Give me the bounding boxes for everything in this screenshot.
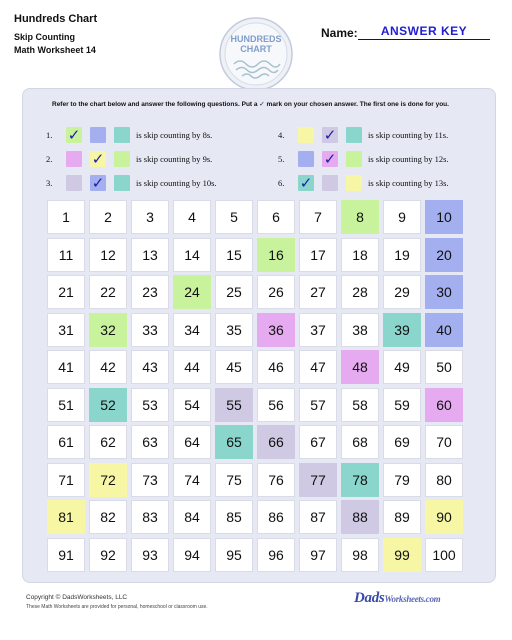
grid-cell-9: 9 — [383, 200, 421, 234]
grid-cell-63: 63 — [131, 425, 169, 459]
name-field[interactable]: ANSWER KEY — [358, 23, 490, 40]
grid-cell-2: 2 — [89, 200, 127, 234]
grid-cell-58: 58 — [341, 388, 379, 422]
checkmark-icon: ✓ — [91, 150, 105, 168]
grid-cell-8: 8 — [341, 200, 379, 234]
color-option-green[interactable] — [114, 151, 130, 167]
grid-cell-96: 96 — [257, 538, 295, 572]
grid-cell-52: 52 — [89, 388, 127, 422]
grid-cell-6: 6 — [257, 200, 295, 234]
checkmark-icon: ✓ — [323, 150, 337, 168]
grid-cell-86: 86 — [257, 500, 295, 534]
grid-cell-13: 13 — [131, 238, 169, 272]
grid-cell-68: 68 — [341, 425, 379, 459]
grid-cell-36: 36 — [257, 313, 295, 347]
logo-text-2: CHART — [240, 44, 272, 54]
question-text: is skip counting by 12s. — [368, 154, 449, 164]
color-option-pink[interactable] — [322, 151, 338, 167]
grid-cell-83: 83 — [131, 500, 169, 534]
grid-cell-40: 40 — [425, 313, 463, 347]
color-option-yellow[interactable] — [298, 127, 314, 143]
checkmark-icon: ✓ — [91, 174, 105, 192]
grid-cell-74: 74 — [173, 463, 211, 497]
question-number: 2. — [46, 154, 53, 164]
question-text: is skip counting by 11s. — [368, 130, 449, 140]
checkmark-icon: ✓ — [299, 174, 313, 192]
question-number: 3. — [46, 178, 53, 188]
grid-cell-71: 71 — [47, 463, 85, 497]
color-option-lavender[interactable] — [322, 175, 338, 191]
grid-cell-34: 34 — [173, 313, 211, 347]
grid-cell-25: 25 — [215, 275, 253, 309]
grid-cell-77: 77 — [299, 463, 337, 497]
question-text: is skip counting by 8s. — [136, 130, 213, 140]
grid-cell-10: 10 — [425, 200, 463, 234]
grid-cell-18: 18 — [341, 238, 379, 272]
question-text: is skip counting by 13s. — [368, 178, 449, 188]
grid-cell-4: 4 — [173, 200, 211, 234]
footer-note: These Math Worksheets are provided for personal, homeschool or classroom use. — [26, 604, 208, 610]
grid-cell-65: 65 — [215, 425, 253, 459]
grid-cell-87: 87 — [299, 500, 337, 534]
grid-cell-17: 17 — [299, 238, 337, 272]
question-text: is skip counting by 10s. — [136, 178, 217, 188]
color-option-blue[interactable] — [298, 151, 314, 167]
grid-cell-67: 67 — [299, 425, 337, 459]
grid-cell-62: 62 — [89, 425, 127, 459]
color-option-teal[interactable] — [114, 175, 130, 191]
grid-cell-48: 48 — [341, 350, 379, 384]
grid-cell-73: 73 — [131, 463, 169, 497]
grid-cell-84: 84 — [173, 500, 211, 534]
grid-cell-33: 33 — [131, 313, 169, 347]
grid-cell-30: 30 — [425, 275, 463, 309]
brand-logo — [354, 590, 440, 607]
color-option-blue[interactable] — [90, 175, 106, 191]
grid-cell-85: 85 — [215, 500, 253, 534]
grid-cell-82: 82 — [89, 500, 127, 534]
grid-cell-93: 93 — [131, 538, 169, 572]
grid-cell-14: 14 — [173, 238, 211, 272]
grid-cell-22: 22 — [89, 275, 127, 309]
grid-cell-81: 81 — [47, 500, 85, 534]
hundreds-chart-logo — [218, 16, 294, 92]
grid-cell-59: 59 — [383, 388, 421, 422]
grid-cell-28: 28 — [341, 275, 379, 309]
color-option-green[interactable] — [66, 127, 82, 143]
name-label: Name: — [321, 26, 358, 40]
grid-cell-88: 88 — [341, 500, 379, 534]
grid-cell-76: 76 — [257, 463, 295, 497]
grid-cell-23: 23 — [131, 275, 169, 309]
grid-cell-79: 79 — [383, 463, 421, 497]
grid-cell-39: 39 — [383, 313, 421, 347]
grid-cell-47: 47 — [299, 350, 337, 384]
checkmark-icon: ✓ — [67, 126, 81, 144]
grid-cell-24: 24 — [173, 275, 211, 309]
color-option-lavender[interactable] — [322, 127, 338, 143]
grid-cell-29: 29 — [383, 275, 421, 309]
grid-cell-46: 46 — [257, 350, 295, 384]
grid-cell-38: 38 — [341, 313, 379, 347]
color-option-yellow[interactable] — [346, 175, 362, 191]
grid-cell-41: 41 — [47, 350, 85, 384]
worksheet-subtitle: Skip Counting — [14, 32, 75, 42]
grid-cell-64: 64 — [173, 425, 211, 459]
checkmark-icon: ✓ — [323, 126, 337, 144]
grid-cell-99: 99 — [383, 538, 421, 572]
grid-cell-56: 56 — [257, 388, 295, 422]
grid-cell-32: 32 — [89, 313, 127, 347]
grid-cell-53: 53 — [131, 388, 169, 422]
grid-cell-3: 3 — [131, 200, 169, 234]
grid-cell-95: 95 — [215, 538, 253, 572]
grid-cell-69: 69 — [383, 425, 421, 459]
grid-cell-72: 72 — [89, 463, 127, 497]
logo-text-1: HUNDREDS — [230, 34, 282, 44]
grid-cell-35: 35 — [215, 313, 253, 347]
grid-cell-100: 100 — [425, 538, 463, 572]
grid-cell-92: 92 — [89, 538, 127, 572]
color-option-yellow[interactable] — [90, 151, 106, 167]
grid-cell-31: 31 — [47, 313, 85, 347]
grid-cell-75: 75 — [215, 463, 253, 497]
grid-cell-42: 42 — [89, 350, 127, 384]
grid-cell-80: 80 — [425, 463, 463, 497]
grid-cell-61: 61 — [47, 425, 85, 459]
grid-cell-44: 44 — [173, 350, 211, 384]
grid-cell-1: 1 — [47, 200, 85, 234]
question-number: 1. — [46, 130, 53, 140]
grid-cell-45: 45 — [215, 350, 253, 384]
hundreds-grid — [47, 200, 463, 572]
grid-cell-5: 5 — [215, 200, 253, 234]
grid-cell-51: 51 — [47, 388, 85, 422]
grid-cell-27: 27 — [299, 275, 337, 309]
grid-cell-94: 94 — [173, 538, 211, 572]
color-option-teal[interactable] — [298, 175, 314, 191]
worksheet-title: Hundreds Chart — [14, 13, 98, 25]
grid-cell-12: 12 — [89, 238, 127, 272]
grid-cell-54: 54 — [173, 388, 211, 422]
grid-cell-98: 98 — [341, 538, 379, 572]
grid-cell-91: 91 — [47, 538, 85, 572]
question-number: 6. — [278, 178, 285, 188]
grid-cell-11: 11 — [47, 238, 85, 272]
question-text: is skip counting by 9s. — [136, 154, 213, 164]
grid-cell-16: 16 — [257, 238, 295, 272]
grid-cell-97: 97 — [299, 538, 337, 572]
grid-cell-21: 21 — [47, 275, 85, 309]
color-option-green[interactable] — [346, 151, 362, 167]
grid-cell-55: 55 — [215, 388, 253, 422]
grid-cell-57: 57 — [299, 388, 337, 422]
grid-cell-7: 7 — [299, 200, 337, 234]
color-option-blue[interactable] — [90, 127, 106, 143]
grid-cell-15: 15 — [215, 238, 253, 272]
worksheet-number: Math Worksheet 14 — [14, 45, 96, 55]
grid-cell-19: 19 — [383, 238, 421, 272]
grid-cell-49: 49 — [383, 350, 421, 384]
color-option-teal[interactable] — [346, 127, 362, 143]
grid-cell-90: 90 — [425, 500, 463, 534]
color-option-lavender[interactable] — [66, 175, 82, 191]
grid-cell-50: 50 — [425, 350, 463, 384]
grid-cell-78: 78 — [341, 463, 379, 497]
copyright: Copyright © DadsWorksheets, LLC — [26, 594, 128, 601]
grid-cell-70: 70 — [425, 425, 463, 459]
grid-cell-66: 66 — [257, 425, 295, 459]
question-number: 5. — [278, 154, 285, 164]
grid-cell-43: 43 — [131, 350, 169, 384]
brand-name: Dads — [354, 590, 385, 606]
color-option-pink[interactable] — [66, 151, 82, 167]
brand-suffix: Worksheets.com — [384, 594, 441, 604]
color-option-teal[interactable] — [114, 127, 130, 143]
grid-cell-26: 26 — [257, 275, 295, 309]
grid-cell-20: 20 — [425, 238, 463, 272]
instructions: Refer to the chart below and answer the following questions. Put a ✓ mark on your chosen answer. The first one is done for you. — [52, 101, 449, 108]
question-number: 4. — [278, 130, 285, 140]
grid-cell-60: 60 — [425, 388, 463, 422]
grid-cell-89: 89 — [383, 500, 421, 534]
grid-cell-37: 37 — [299, 313, 337, 347]
